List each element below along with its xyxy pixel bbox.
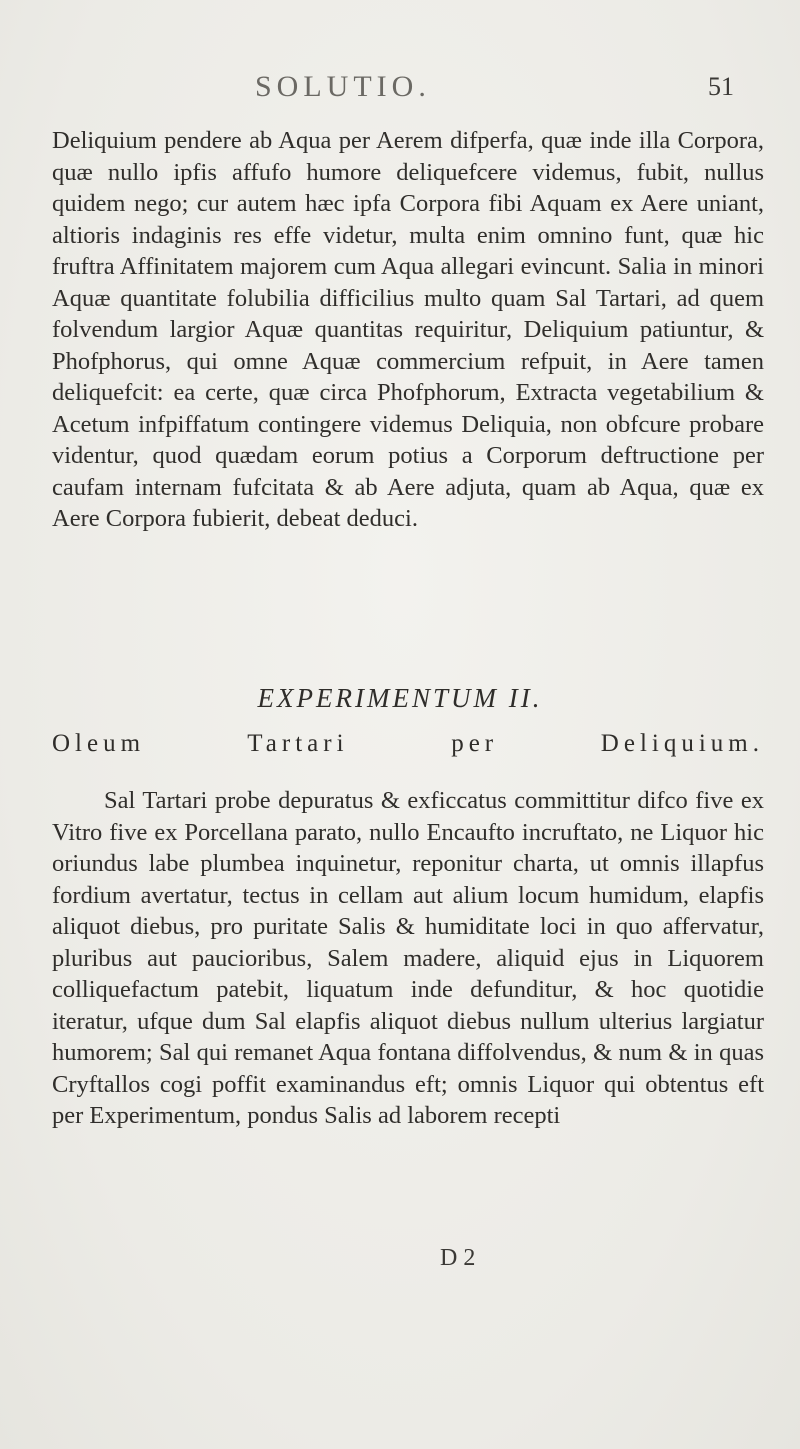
paragraph-experiment-procedure: Sal Tartari probe depuratus & exficcatus committitur difco five ex Vitro five ex Porcellana parato, nullo Encaufto incruftato, ne Liquor hic oriundus labe plumbea inquinetur, reponitur charta, ut omnis illapfus fordium avertatur, tectus in cellam aut alium locum humidum, elapfis aliquot diebus, pro puritate Salis & humiditate loci in quo affervatur, pluribus aut paucioribus, Salem madere, aliquid ejus in Liquorem colliquefactum patebit, liquatum inde defunditur, & hoc quotidie iteratur, ufque dum Sal elapfis aliquot diebus nullum ulterius largiatur humorem; Sal qui remanet Aqua fontana diffolvendus, & num & in quas Cryftallos cogi poffit examinandus eft; omnis Liquor qui obtentus eft per Experimentum, pondus Salis ad laborem recepti <box>52 787 764 1129</box>
running-head: SOLUTIO. <box>255 70 431 103</box>
experiment-title: Oleum Tartari per Deliquium. <box>52 730 764 757</box>
signature-mark: D 2 <box>440 1245 476 1271</box>
experiment-heading: EXPERIMENTUM II. <box>257 683 543 713</box>
page-number: 51 <box>708 72 734 101</box>
paragraph-deliquium-discussion: Deliquium pendere ab Aqua per Aerem difperfa, quæ inde illa Corpora, quæ nullo ipfis affufo humore deliquefcere videmus, fubit, nullus quidem nego; cur autem hæc ipfa Corpora fibi Aquam ex Aere uniant, altioris indaginis res effe videtur, multa enim omnino funt, quæ hic fruftra Affinitatem majorem cum Aqua allegari evincunt. Salia in minori Aquæ quantitate folubilia difficilius multo quam Sal Tartari, ad quem folvendum largior Aquæ quantitas requiritur, Deliquium patiuntur, & Phofphorus, qui omne Aquæ commercium refpuit, in Aere tamen deliquefcit: ea certe, quæ circa Phofphorum, Extracta vegetabilium & Acetum infpiffatum contingere videmus Deliquia, non obfcure probare videntur, quod quædam eorum potius a Corporum deftructione per caufam internam fufcitata & ab Aere adjuta, quam ab Aqua, quæ ex Aere Corpora fubierit, debeat deduci. <box>52 127 764 532</box>
